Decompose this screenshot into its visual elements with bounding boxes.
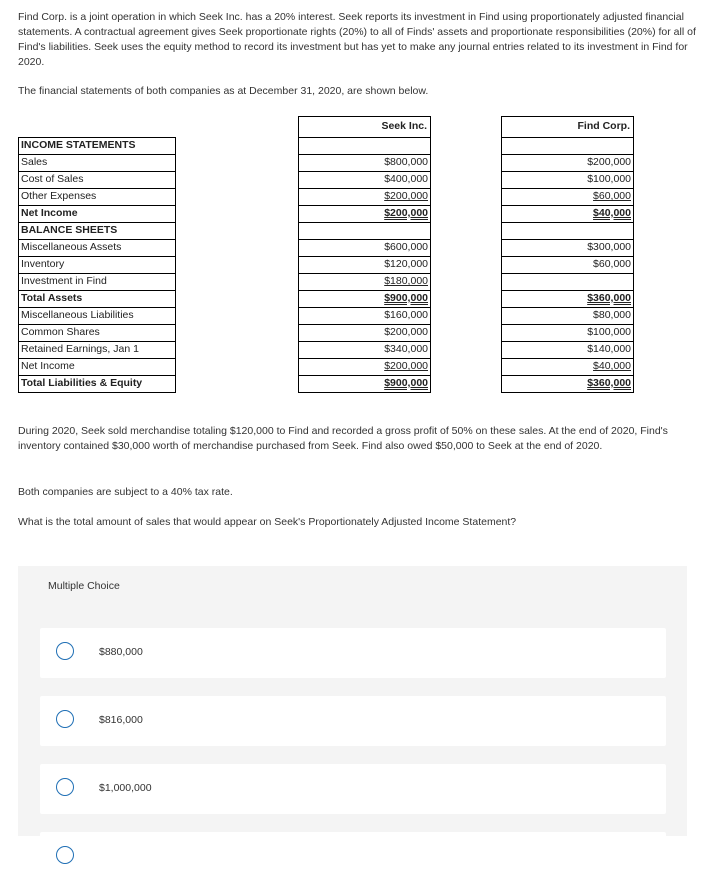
radio-button-icon[interactable] [56,778,74,796]
table-row: Retained Earnings, Jan 1 $340,000 $140,000 [19,341,634,358]
multiple-choice-title: Multiple Choice [48,580,120,592]
table-row: Investment in Find $180,000 [19,273,634,290]
table-row: Common Shares $200,000 $100,000 [19,324,634,341]
table-row: Sales $800,000 $200,000 [19,154,634,171]
multiple-choice-panel [18,566,687,836]
choice-option-1000000[interactable] [40,764,666,814]
radio-button-icon[interactable] [56,710,74,728]
table-row: Net Income $200,000 $40,000 [19,205,634,222]
income-statements-header: INCOME STATEMENTS [19,137,176,154]
question-text: What is the total amount of sales that would appear on Seek's Proportionately Adjusted Income Statement? [18,516,517,528]
table-row: Miscellaneous Liabilities $160,000 $80,000 [19,307,634,324]
table-row: Net Income $200,000 $40,000 [19,358,634,375]
problem-details: During 2020, Seek sold merchandise totaling $120,000 to Find and recorded a gross profit of 50% on these sales. At the end of 2020, Find's inventory contained $30,000 worth of merchandise purchased from Seek. Find also owed $50,000 to Seek at the end of 2020. [18,425,668,452]
radio-button-icon[interactable] [56,642,74,660]
table-row: Miscellaneous Assets $600,000 $300,000 [19,239,634,256]
table-row: Cost of Sales $400,000 $100,000 [19,171,634,188]
table-row: Total Liabilities & Equity $900,000 $360,000 [19,375,634,392]
balance-sheets-header: BALANCE SHEETS [19,222,176,239]
table-row: Inventory $120,000 $60,000 [19,256,634,273]
col-header-seek: Seek Inc. [299,117,431,138]
tax-rate-note: Both companies are subject to a 40% tax rate. [18,486,233,498]
choice-option-880000[interactable] [40,628,666,678]
choice-label: $880,000 [99,646,143,658]
table-row: Other Expenses $200,000 $60,000 [19,188,634,205]
statements-intro: The financial statements of both companies as at December 31, 2020, are shown below. [18,85,429,97]
table-row: Total Assets $900,000 $360,000 [19,290,634,307]
col-header-find: Find Corp. [502,117,634,138]
choice-option-816000[interactable] [40,696,666,746]
radio-button-icon[interactable] [56,846,74,864]
financial-statements-table [18,116,634,393]
problem-intro: Find Corp. is a joint operation in which Seek Inc. has a 20% interest. Seek reports its investment in Find using proportionately adjusted financial statements. A contractual agreement gives Seek proportionate rights (20%) to all of Finds' assets and proportionate responsibilities (20%) for all of Find's liabilities. Seek uses the equity method to record its investment but has yet to make any journal entries related to its investment in Find for 2020. [18,11,696,68]
choice-label: $816,000 [99,714,143,726]
choice-option-partial[interactable] [40,832,666,882]
choice-label: $1,000,000 [99,782,152,794]
